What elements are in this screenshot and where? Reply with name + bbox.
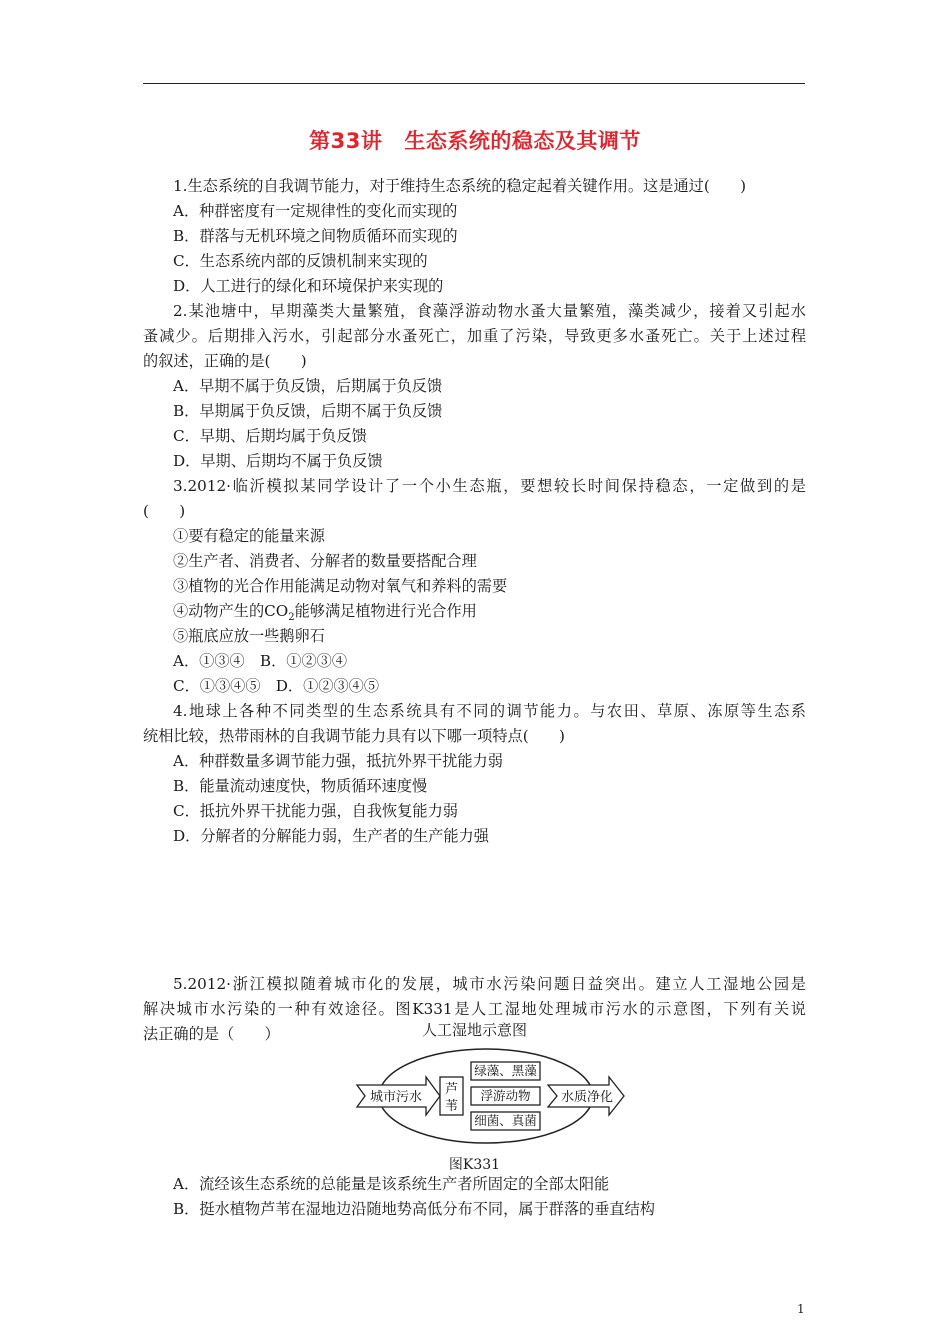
wetland-diagram (143, 1042, 806, 1150)
q3-item-3: ③植物的光合作用能满足动物对氧气和养料的需要 (173, 577, 508, 595)
q4-option-c: C．抵抗外界干扰能力强，自我恢复能力弱 (173, 802, 458, 820)
q3-item-1: ①要有稳定的能量来源 (173, 527, 325, 545)
q4-option-a: A．种群数量多调节能力强，抵抗外界干扰能力弱 (173, 752, 503, 770)
figure-caption: 图K331 (448, 1157, 501, 1173)
q2-option-a: A．早期不属于负反馈，后期属于负反馈 (173, 377, 443, 395)
q1-option-a: A．种群密度有一定规律性的变化而实现的 (173, 202, 458, 220)
q1-option-d: D．人工进行的绿化和环境保护来实现的 (173, 277, 444, 295)
q2-stem-line-2: 蚤减少。后期排入污水，引起部分水蚤死亡，加重了污染，导致更多水蚤死亡。关于上述过程 (143, 327, 806, 345)
q3-item-4-pre: ④动物产生的CO (173, 602, 289, 620)
q3-stem-line-2: ( ) (143, 502, 186, 520)
organism-label-decomposers: 细菌、真菌 (474, 1113, 537, 1128)
q2-option-b: B．早期属于负反馈，后期不属于负反馈 (173, 402, 443, 420)
q2-option-c: C．早期、后期均属于负反馈 (173, 427, 367, 445)
lesson-title: 生态系统的稳态及其调节 (404, 129, 641, 153)
q2-stem-line-1: 2.某池塘中，早期藻类大量繁殖，食藻浮游动物水蚤大量繁殖，藻类减少，接着又引起水 (173, 302, 806, 320)
q2-stem-line-3: 的叙述，正确的是( ) (143, 352, 307, 370)
q3-item-4 (143, 599, 806, 624)
q5-option-b: B．挺水植物芦苇在湿地边沿随地势高低分布不同，属于群落的垂直结构 (173, 1200, 655, 1218)
q4-option-d: D．分解者的分解能力弱，生产者的生产能力强 (173, 827, 489, 845)
q5-options (143, 1172, 806, 1222)
q1-option-c: C．生态系统内部的反馈机制来实现的 (173, 252, 428, 270)
q3-options-ab: A．①③④ B．①②③④ (173, 652, 348, 670)
reed-char-2: 苇 (444, 1099, 459, 1114)
input-label: 城市污水 (369, 1090, 423, 1105)
q1-stem: 1.生态系统的自我调节能力，对于维持生态系统的稳定起着关键作用。这是通过( ) (173, 177, 747, 195)
q5-option-a: A．流经该生态系统的总能量是该系统生产者所固定的全部太阳能 (173, 1175, 610, 1193)
page-number: 1 (797, 1302, 805, 1316)
reed-char-1: 芦 (444, 1082, 459, 1097)
q5-stem-line-2: 解决城市水污染的一种有效途径。图K331是人工湿地处理城市污水的示意图，下列有关说 (143, 1000, 806, 1018)
q1-option-b: B．群落与无机环境之间物质循环而实现的 (173, 227, 458, 245)
q3-item-4-sub: 2 (288, 612, 295, 624)
q3-item-2: ②生产者、消费者、分解者的数量要搭配合理 (173, 552, 477, 570)
q5-stem-line-3: 法正确的是（ ） (143, 1025, 280, 1043)
q4-stem-line-1: 4.地球上各种不同类型的生态系统具有不同的调节能力。与农田、草原、冻原等生态系 (173, 702, 806, 720)
lesson-number: 第33讲 (309, 129, 383, 153)
question-list (143, 174, 806, 1047)
q3-stem-line-1: 3.2012·临沂模拟某同学设计了一个小生态瓶，要想较长时间保持稳态，一定做到的是 (173, 477, 806, 495)
q4-option-b: B．能量流动速度快，物质循环速度慢 (173, 777, 428, 795)
organism-label-zooplankton: 浮游动物 (480, 1088, 531, 1103)
q4-stem-line-2: 统相比较，热带雨林的自我调节能力具有以下哪一项特点( ) (143, 727, 565, 745)
header-rule (143, 83, 805, 84)
page-title (0, 125, 950, 155)
q3-item-4-post: 能够满足植物进行光合作用 (294, 602, 477, 620)
q2-option-d: D．早期、后期均不属于负反馈 (173, 452, 383, 470)
q3-options-cd: C．①③④⑤ D．①②③④⑤ (173, 677, 380, 695)
q3-item-5: ⑤瓶底应放一些鹅卵石 (173, 627, 325, 645)
output-label: 水质净化 (560, 1090, 614, 1105)
q5-stem-line-1: 5.2012·浙江模拟随着城市化的发展，城市水污染问题日益突出。建立人工湿地公园是 (173, 975, 806, 993)
figure-k331 (143, 1018, 806, 1176)
organism-label-algae: 绿藻、黑藻 (474, 1063, 537, 1078)
figure-title: 人工湿地示意图 (421, 1021, 527, 1039)
